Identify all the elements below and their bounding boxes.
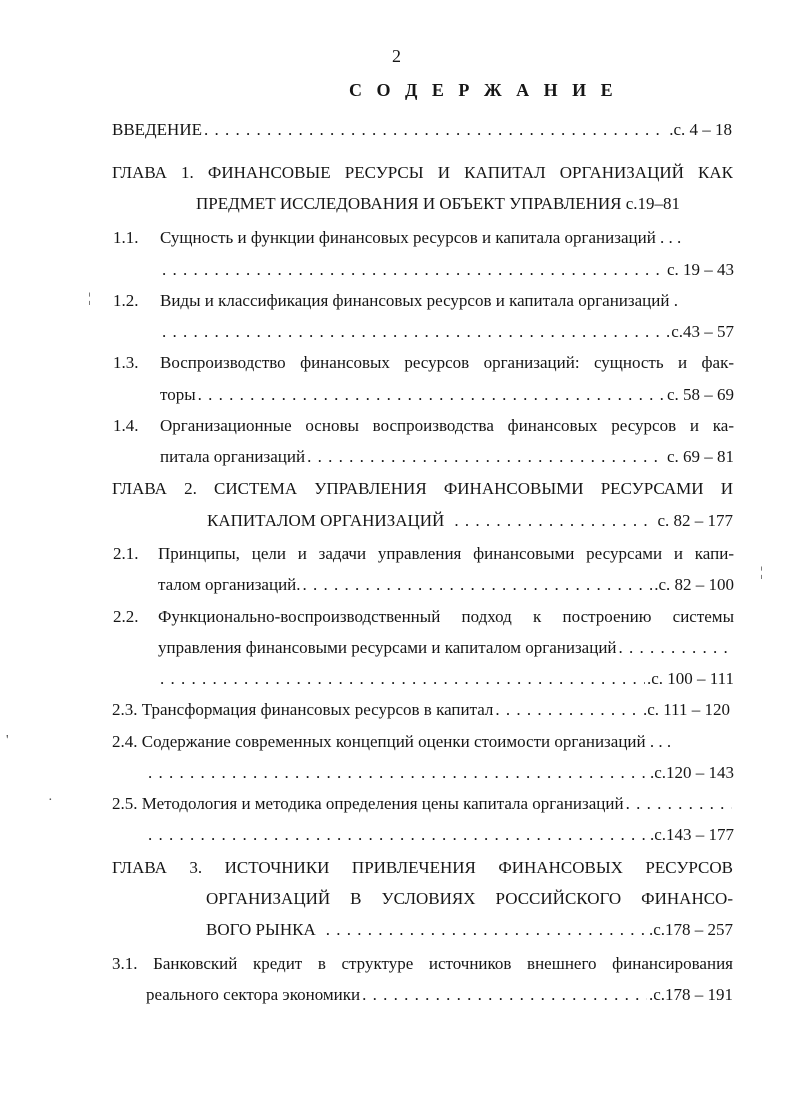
section-2-5-title[interactable] (112, 788, 734, 820)
toc-entry-label: 2.3. Трансформация финансовых ресурсов в капитал (112, 700, 494, 719)
scan-mark: · (48, 793, 53, 808)
toc-title: С О Д Е Р Ж А Н И Е (349, 80, 618, 100)
leader-dots (198, 379, 665, 411)
leader-dots (160, 663, 645, 695)
section-number: 2.1. (113, 544, 139, 563)
section-2-3-entry[interactable] (112, 694, 730, 726)
chapter-2-heading-line1[interactable]: ГЛАВА 2. СИСТЕМА УПРАВЛЕНИЯ ФИНАНСОВЫМИ РЕСУРСАМИ И (112, 479, 733, 498)
section-1-1-leader[interactable] (160, 254, 734, 286)
section-2-4-title[interactable]: 2.4. Содержание современных концепций оценки стоимости организаций . . . (112, 732, 672, 751)
section-1-2-title[interactable]: Виды и классификация финансовых ресурсов и капитала организаций . (160, 291, 678, 310)
toc-entry-pages: с. 58 – 69 (666, 385, 734, 404)
toc-entry-pages: .с.178 – 191 (648, 985, 733, 1004)
leader-dots (162, 254, 665, 286)
toc-entry-pages: .с. 111 – 120 (642, 700, 730, 719)
leader-dots (619, 632, 732, 664)
section-2-1-line2[interactable] (158, 569, 734, 601)
toc-entry-label: ВВЕДЕНИЕ (112, 120, 202, 139)
leader-dots (162, 316, 669, 348)
toc-entry-label: питала организаций (160, 447, 306, 466)
section-number: 2.2. (113, 607, 139, 626)
section-number: 1.4. (113, 416, 139, 435)
toc-entry-pages: .с.120 – 143 (649, 763, 734, 782)
leader-dots (204, 114, 667, 146)
toc-entry-pages: с. 82 – 177 (657, 511, 733, 530)
toc-entry-pages: с. 69 – 81 (666, 447, 734, 466)
section-1-1-title[interactable]: Сущность и функции финансовых ресурсов и капитала организаций . . . (160, 228, 682, 247)
toc-entry-pages: с. 19 – 43 (666, 260, 734, 279)
toc-entry-pages: .с. 100 – 111 (646, 669, 734, 688)
toc-entry-label: КАПИТАЛОМ ОРГАНИЗАЦИЙ (207, 511, 445, 530)
toc-entry-intro[interactable] (112, 114, 732, 146)
leader-dots (454, 505, 655, 537)
toc-entry-pages: .с.143 – 177 (649, 825, 734, 844)
leader-dots (307, 441, 665, 473)
chapter-3-heading-line2[interactable]: ОРГАНИЗАЦИЙ В УСЛОВИЯХ РОССИЙСКОГО ФИНАНСО- (206, 889, 733, 908)
section-1-3-line2[interactable] (160, 379, 734, 411)
leader-dots (495, 694, 641, 726)
chapter-3-heading-line3[interactable] (206, 914, 733, 946)
toc-entry-pages: .с. 82 – 100 (654, 575, 734, 594)
section-2-4-leader[interactable] (146, 757, 734, 789)
leader-dots (303, 569, 653, 601)
scan-mark: ' (6, 733, 9, 748)
toc-entry-label: ВОГО РЫНКА (206, 920, 316, 939)
toc-entry-label: торы (160, 385, 196, 404)
section-3-1-line2[interactable] (146, 979, 733, 1011)
section-1-4-title[interactable]: Организационные основы воспроизводства финансовых ресурсов и ка- (160, 416, 734, 435)
chapter-1-heading-line1[interactable]: ГЛАВА 1. ФИНАНСОВЫЕ РЕСУРСЫ И КАПИТАЛ ОРГАНИЗАЦИЙ КАК (112, 163, 733, 182)
leader-dots (362, 979, 647, 1011)
chapter-3-heading-line1[interactable]: ГЛАВА 3. ИСТОЧНИКИ ПРИВЛЕЧЕНИЯ ФИНАНСОВЫХ РЕСУРСОВ (112, 858, 733, 877)
section-3-1-title[interactable]: 3.1. Банковский кредит в структуре источников внешнего финансирования (112, 954, 733, 973)
leader-dots (148, 757, 648, 789)
leader-dots (326, 914, 647, 946)
chapter-2-heading-line2[interactable] (207, 505, 733, 537)
section-2-2-title[interactable]: Функционально-воспроизводственный подход к построению системы (158, 607, 734, 626)
section-1-2-leader[interactable] (160, 316, 734, 348)
scan-mark: ¦ (88, 291, 91, 306)
leader-dots (148, 819, 648, 851)
scan-mark: ¦ (760, 565, 763, 580)
section-number: 1.3. (113, 353, 139, 372)
page-number: 2 (392, 46, 401, 66)
toc-entry-pages: .с. 4 – 18 (669, 120, 732, 139)
section-2-2-line2[interactable] (158, 632, 734, 664)
section-number: 1.2. (113, 291, 139, 310)
chapter-1-heading-line2[interactable]: ПРЕДМЕТ ИССЛЕДОВАНИЯ И ОБЪЕКТ УПРАВЛЕНИЯ с.19–81 (196, 194, 681, 213)
section-2-2-leader[interactable] (158, 663, 734, 695)
section-2-5-leader[interactable] (146, 819, 734, 851)
section-2-1-title[interactable]: Принципы, цели и задачи управления финансовыми ресурсами и капи- (158, 544, 734, 563)
toc-entry-label: 2.5. Методология и методика определения цены капитала организаций (112, 794, 624, 813)
section-1-3-title[interactable]: Воспроизводство финансовых ресурсов организаций: сущность и фак- (160, 353, 734, 372)
leader-dots (626, 788, 732, 820)
toc-entry-label: управления финансовыми ресурсами и капиталом организаций (158, 638, 617, 657)
toc-entry-label: талом организаций. (158, 575, 301, 594)
toc-entry-label: реального сектора экономики (146, 985, 361, 1004)
section-1-4-line2[interactable] (160, 441, 734, 473)
toc-entry-pages: .с.178 – 257 (648, 920, 733, 939)
toc-entry-pages: с.43 – 57 (671, 322, 734, 341)
section-number: 1.1. (113, 228, 139, 247)
